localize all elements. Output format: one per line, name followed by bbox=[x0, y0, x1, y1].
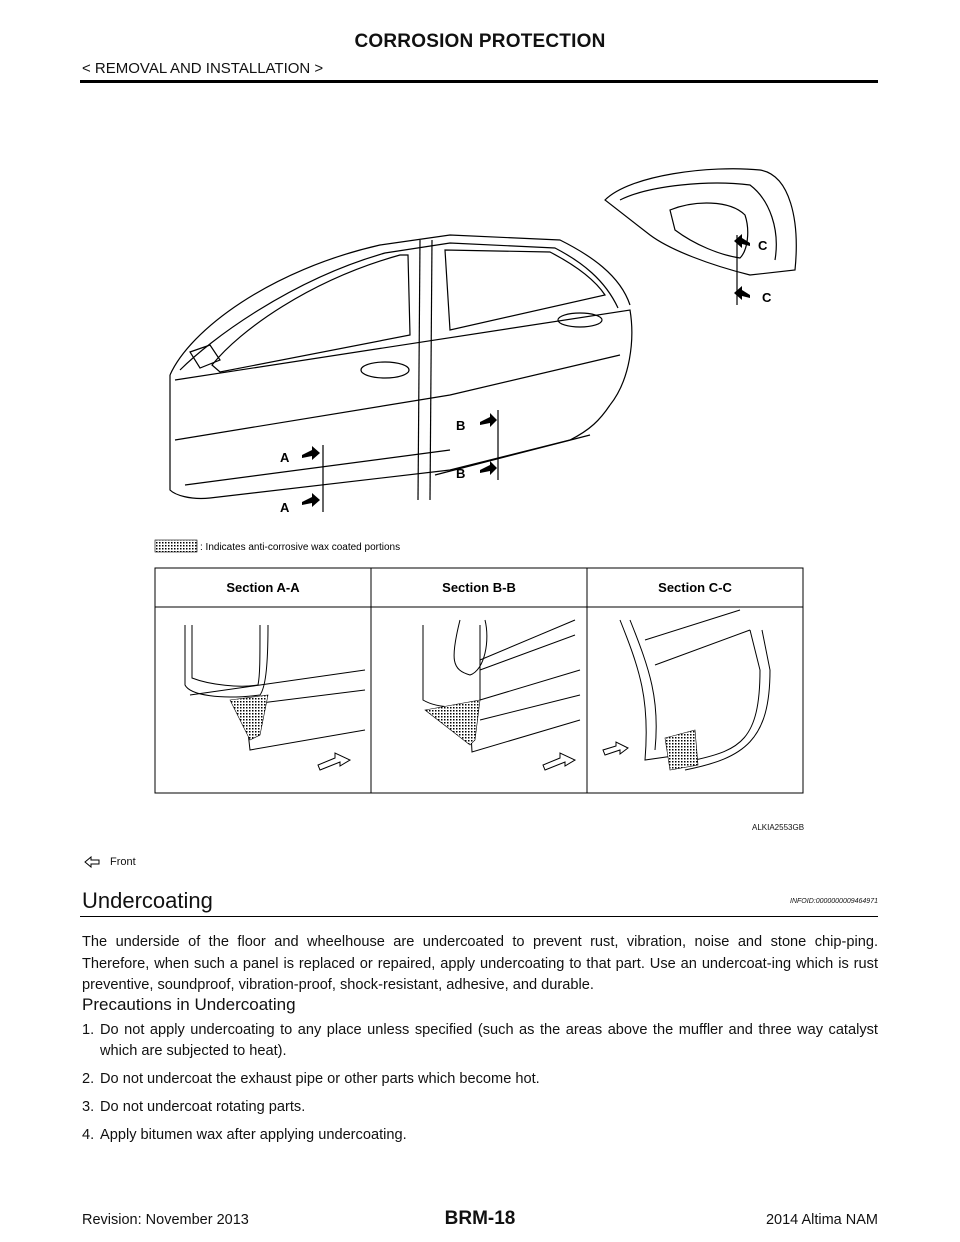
section-b-header: Section B-B bbox=[442, 580, 516, 595]
arrow-label-c-bottom: C bbox=[762, 290, 772, 305]
car-side-illustration bbox=[170, 169, 796, 512]
breadcrumb: < REMOVAL AND INSTALLATION > bbox=[82, 60, 324, 77]
step-number: 1. bbox=[82, 1022, 95, 1038]
section-a-drawing bbox=[185, 625, 365, 770]
step-text: Do not apply undercoating to any place unless specified (such as the areas above the muffler and three way catalyst which are subjected to heat). bbox=[100, 1022, 878, 1059]
section-a-header: Section A-A bbox=[226, 580, 300, 595]
precaution-list bbox=[82, 1020, 878, 1153]
step-text: Do not undercoat the exhaust pipe or other parts which become hot. bbox=[100, 1071, 540, 1087]
header-divider bbox=[80, 80, 878, 83]
step-text: Apply bitumen wax after applying undercoating. bbox=[100, 1127, 407, 1143]
step-number: 3. bbox=[82, 1099, 95, 1115]
model-name: 2014 Altima NAM bbox=[765, 1212, 878, 1228]
list-item bbox=[82, 1097, 878, 1118]
step-number: 4. bbox=[82, 1127, 95, 1143]
section-title: Undercoating bbox=[82, 888, 213, 913]
figure-code: ALKIA2553GB bbox=[752, 823, 805, 832]
front-label: Front bbox=[110, 856, 136, 868]
section-b-drawing bbox=[423, 620, 580, 770]
arrow-label-a-top: A bbox=[280, 450, 290, 465]
step-number: 2. bbox=[82, 1071, 95, 1087]
section-table bbox=[155, 568, 803, 793]
front-legend bbox=[84, 856, 136, 868]
section-arrows bbox=[280, 234, 772, 515]
arrow-label-b-bottom: B bbox=[456, 466, 466, 481]
arrow-label-b-top: B bbox=[456, 418, 466, 433]
section-c-header: Section C-C bbox=[658, 580, 732, 595]
arrow-label-a-bottom: A bbox=[280, 500, 290, 515]
revision-date: Revision: November 2013 bbox=[82, 1212, 249, 1228]
front-arrow-icon bbox=[84, 856, 100, 868]
page-footer bbox=[82, 1208, 878, 1232]
intro-paragraph: The underside of the floor and wheelhouse are undercoated to prevent rust, vibration, noise and stone chip-ping. Therefore, when such a panel is replaced or repaired, apply undercoating to that part. Use an undercoat-ing which is rust preventive, soundproof, vibration-proof, shock-resistant, adhesive, and durable. bbox=[82, 934, 878, 993]
page-title: CORROSION PROTECTION bbox=[354, 31, 606, 52]
list-item bbox=[82, 1069, 878, 1090]
list-item bbox=[82, 1125, 878, 1146]
subsection-title: Precautions in Undercoating bbox=[82, 995, 296, 1014]
list-item bbox=[82, 1020, 878, 1062]
info-id: INFOID:0000000009464971 bbox=[790, 898, 878, 905]
wax-legend-swatch bbox=[155, 540, 197, 552]
section-divider bbox=[80, 916, 878, 917]
wax-legend-text: : Indicates anti-corrosive wax coated portions bbox=[200, 542, 401, 553]
page-number: BRM-18 bbox=[444, 1208, 516, 1229]
corrosion-diagram bbox=[150, 140, 810, 840]
step-text: Do not undercoat rotating parts. bbox=[100, 1099, 306, 1115]
arrow-label-c-top: C bbox=[758, 238, 768, 253]
